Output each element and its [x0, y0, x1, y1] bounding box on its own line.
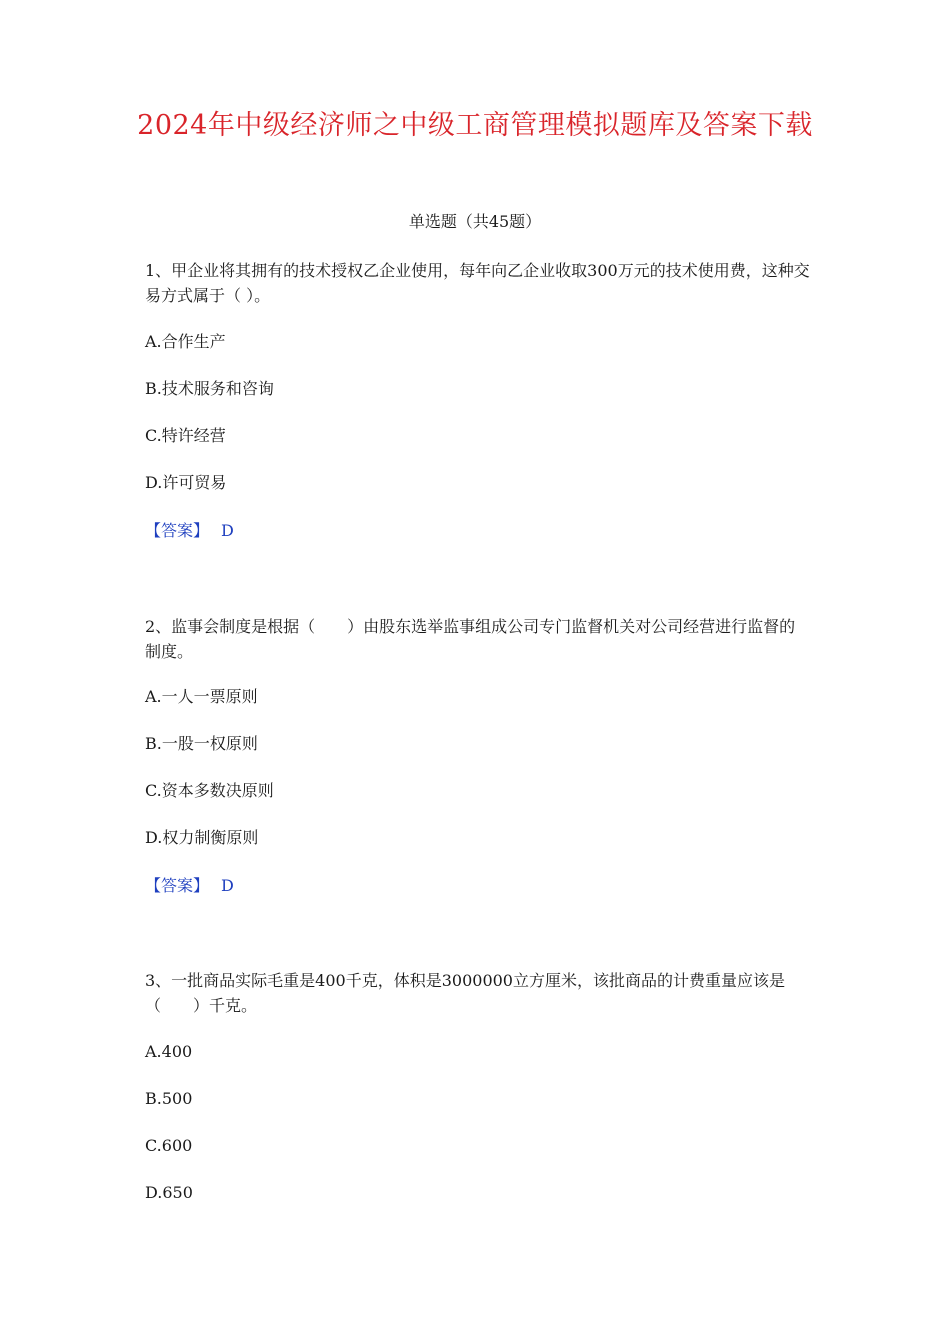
answer-label: 【答案】 [145, 521, 210, 540]
question-3-option-c: C.600 [145, 1136, 193, 1155]
answer-value: D [221, 876, 234, 895]
question-1-option-d: D.许可贸易 [145, 473, 227, 492]
question-2-option-d: D.权力制衡原则 [145, 828, 259, 847]
question-3-option-b: B.500 [145, 1089, 193, 1108]
answer-value: D [221, 521, 234, 540]
question-3-option-a: A.400 [145, 1042, 193, 1061]
question-2-option-c: C.资本多数决原则 [145, 781, 274, 800]
question-1-option-a: A.合作生产 [145, 332, 226, 351]
question-1-stem: 1、甲企业将其拥有的技术授权乙企业使用，每年向乙企业收取300万元的技术使用费，这种交易方式属于（ ）。 [145, 261, 810, 305]
question-2-option-a: A.一人一票原则 [145, 687, 258, 706]
section-heading: 单选题（共45题） [408, 212, 542, 231]
question-2-answer [145, 875, 234, 897]
question-2-stem: 2、监事会制度是根据（ ）由股东选举监事组成公司专门监督机关对公司经营进行监督的制度。 [145, 617, 796, 661]
question-1-option-b: B.技术服务和咨询 [145, 379, 274, 398]
question-3-stem: 3、一批商品实际毛重是400千克，体积是3000000立方厘米，该批商品的计费重量应该是（ ）千克。 [145, 971, 785, 1015]
question-2-option-b: B.一股一权原则 [145, 734, 258, 753]
question-1-answer [145, 520, 234, 542]
document-title: 2024年中级经济师之中级工商管理模拟题库及答案下载 [137, 110, 813, 141]
answer-label: 【答案】 [145, 876, 210, 895]
question-1-option-c: C.特许经营 [145, 426, 226, 445]
question-3-option-d: D.650 [145, 1183, 193, 1202]
